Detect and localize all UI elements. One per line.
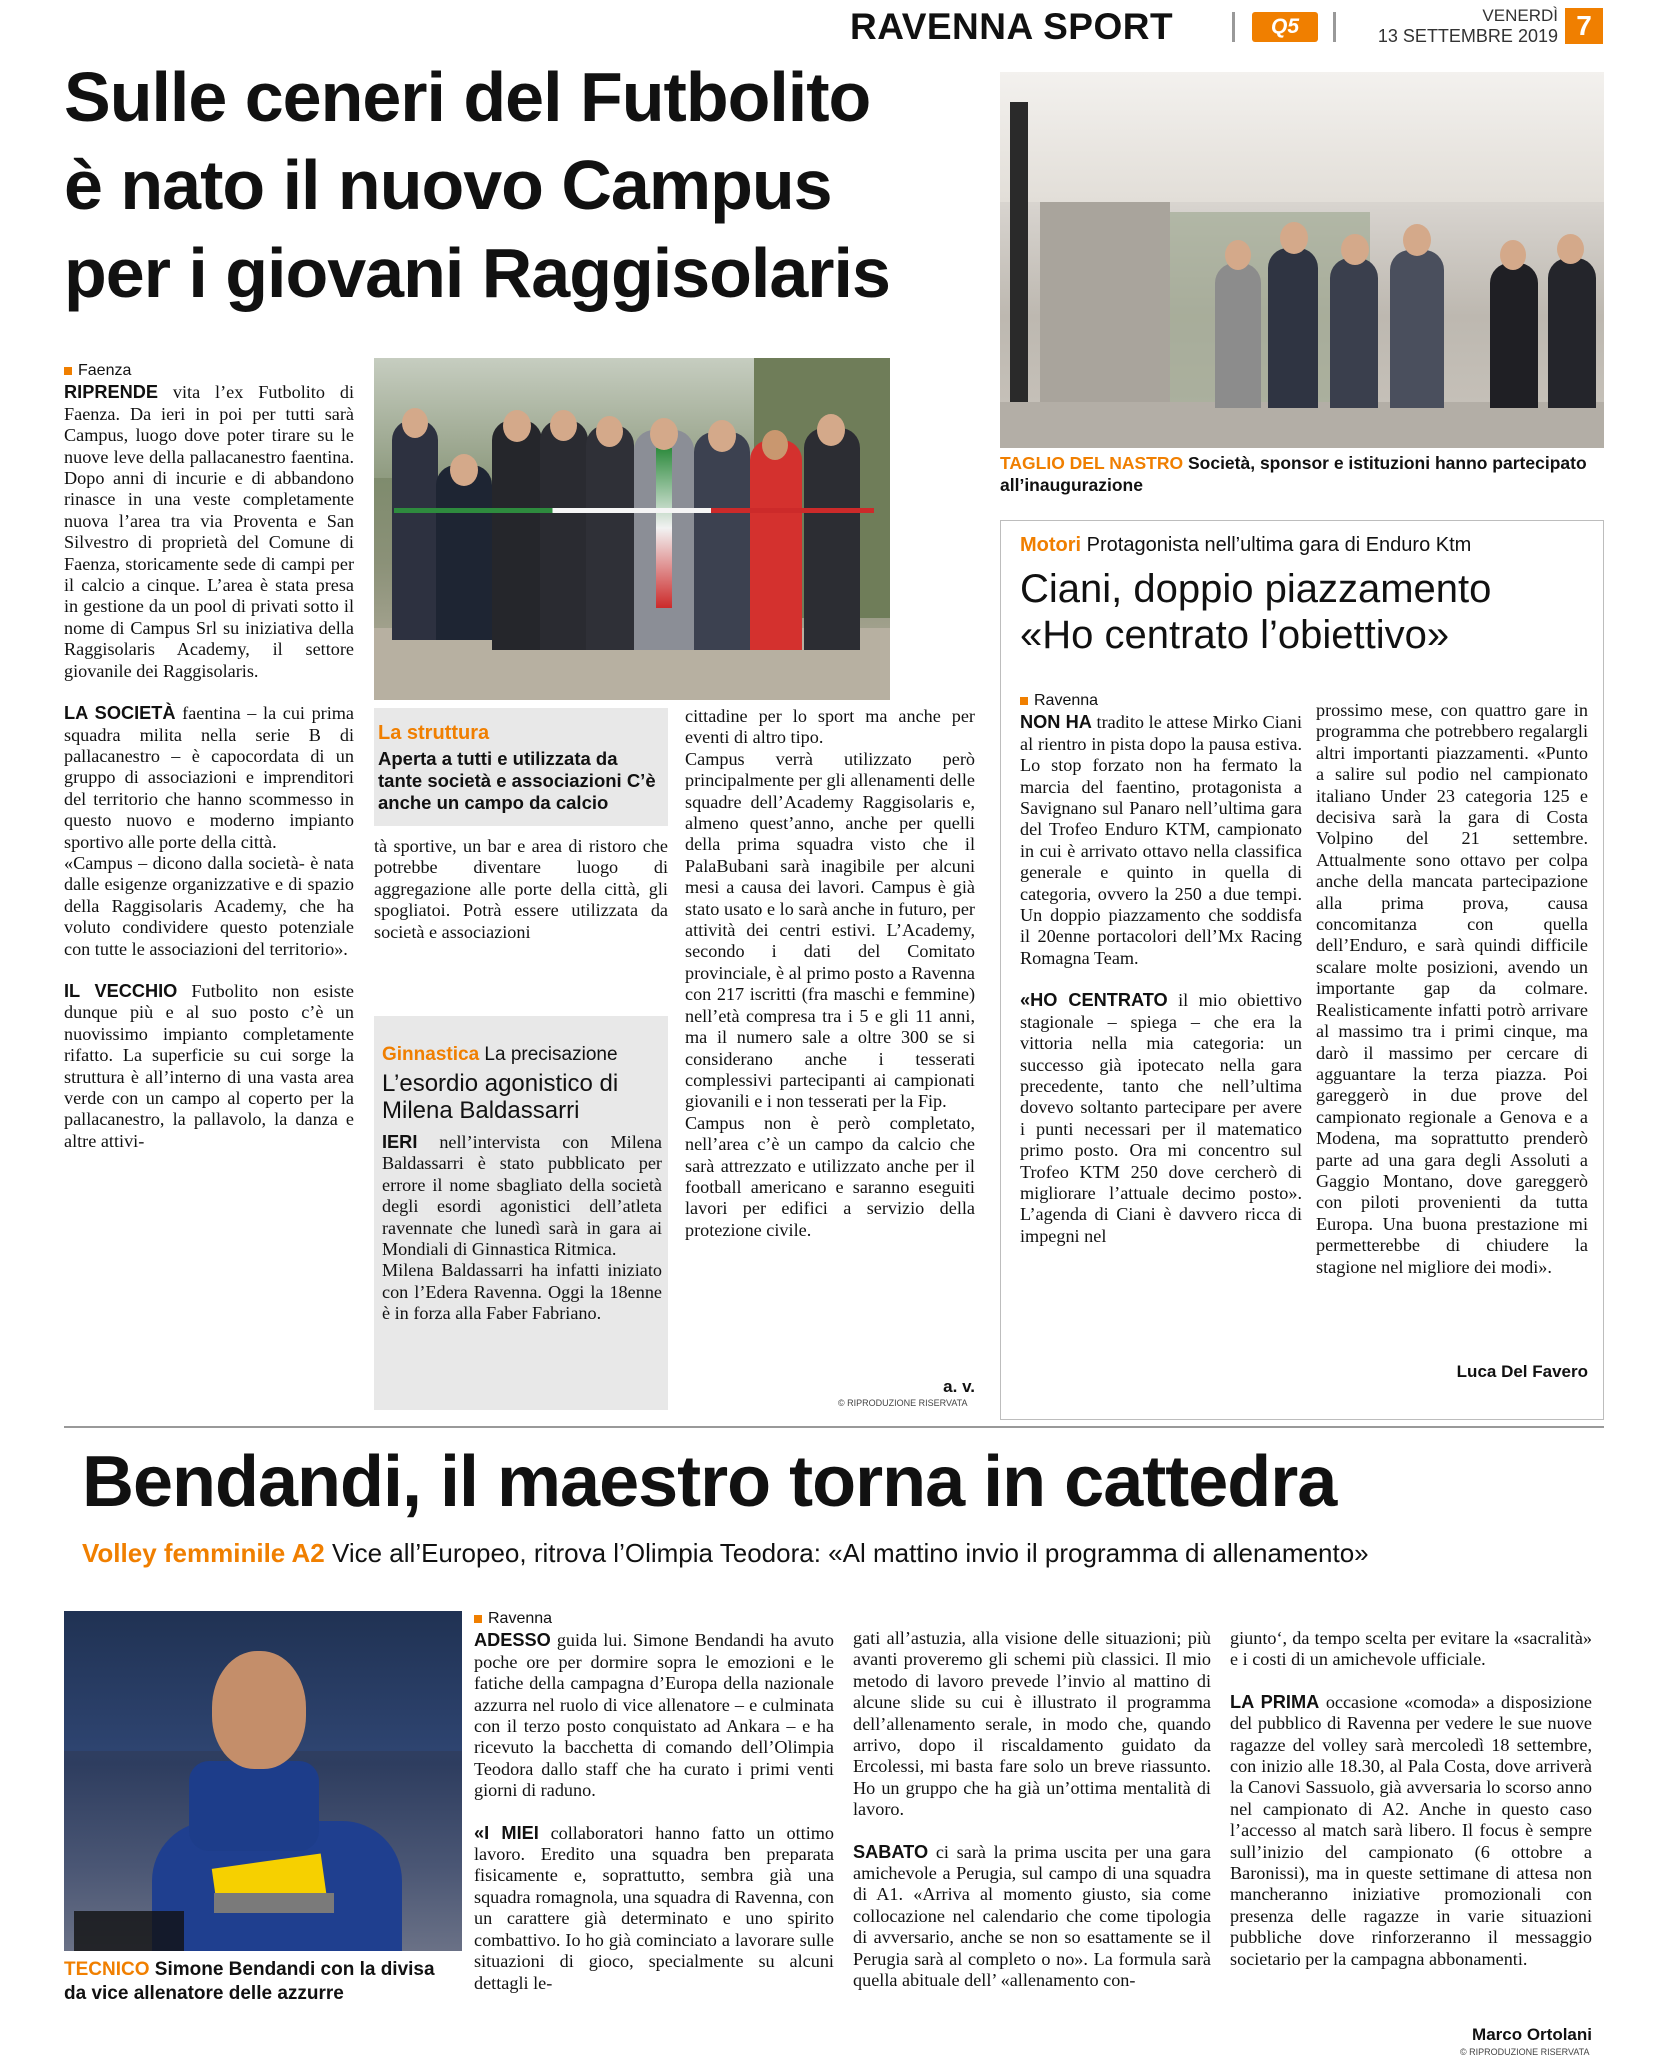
article2-column-2: gati all’astuzia, alla visione delle situazioni; più avanti proveremo gli schemi più classici. Il mio metodo di lavoro prevede l’invio al mattino di alcune slide su cui è illustrato il programma dell’allenamento serale, in modo che, quando arrivo, dopo il riscaldamento guidato da Ercolessi, mi basta fare solo un breve riassunto. Ho un gruppo che ha già un’ottima mentalità di lavoro. SABATO ci sarà la prima uscita per una gara amichevole a Perugia, sul campo di una squadra di A1. «Arriva al momento giusto, sia come collocazione nel calendario che come tipologia di avversario, anche se non so esattamente se il Perugia sarà al completo o no». La formula sarà quella abituale dell’ «allenamento con-: [853, 1628, 1211, 1991]
article2-column-1: Ravenna ADESSO guida lui. Simone Bendandi ha avuto poche ore per dormire sopra le emozioni e le fatiche della campagna d’Europa della nazionale azzurra nel ruolo di vice allenatore – e culminata con il terzo posto conquistato ad Ankara – e ha ricevuto la bacchetta di comando dell’Olimpia Teodora dallo staff che ha curato i primi venti giorni di raduno. «I MIEI collaboratori hanno fatto un ottimo lavoro. Eredito una squadra ben preparata fisicamente e, soprattutto, sembra già una squadra romagnola, una squadra di Ravenna, con un carattere già determinato e uno spirito combattivo. Io ho già cominciato a lavorare sulle situazioni di gioco, specialmente su alcuni dettagli le-: [474, 1610, 834, 1993]
inauguration-photo: [1000, 72, 1604, 448]
paragraph: IL VECCHIO Futbolito non esiste dunque più e al suo posto c’è un nuovissimo impianto completamente rifatto. La superficie su cui sorge la struttura è all’interno di una vasta area verde con un campo al coperto per la pallacanestro, la pallavolo, la danza e altre attivi-: [64, 980, 354, 1151]
coach-photo-caption: TECNICO Simone Bendandi con la divisa da vice allenatore delle azzurre: [64, 1959, 435, 2004]
issue-day: VENERDÌ: [1482, 6, 1558, 25]
page-number: 7: [1565, 8, 1603, 44]
dateline: Faenza: [64, 360, 354, 381]
author-signature: Luca Del Favero: [1456, 1362, 1588, 1381]
paragraph: LA SOCIETÀ faentina – la cui prima squadra milita nella serie B di pallacanestro – è capocordata di un gruppo di associazioni e imprenditori del territorio che hanno scommesso in questo nuovo e moderno impianto sportivo alle porte della città.: [64, 703, 354, 852]
dateline-square-icon: [64, 367, 72, 375]
section-title: RAVENNA SPORT: [850, 6, 1174, 47]
dateline: Ravenna: [474, 1608, 834, 1629]
dateline: Ravenna: [1020, 690, 1302, 711]
header-divider: [1333, 12, 1336, 42]
issue-date: 13 SETTEMBRE 2019: [1377, 26, 1558, 46]
ginnastica-title: L’esordio agonistico di Milena Baldassarri: [382, 1070, 619, 1124]
caption-text: Società, sponsor e istituzioni hanno partecipato all’inaugurazione: [1000, 453, 1587, 495]
section-divider: [64, 1426, 1604, 1428]
article1-column-1: [64, 360, 354, 1152]
article2-column-3: giunto‘, da tempo scelta per evitare la «sacralità» e i costi di un amichevole ufficiale. LA PRIMA occasione «comoda» a disposizione del pubblico di Ravenna per vedere le sue nuove ragazze del volley sarà mercoledì 18 settembre, con inizio alle 18.30, al Pala Costa, dove arriverà la Canovi Sassuolo, già avversaria lo scorso anno nel campionato di A2. Anche in questo caso l’accesso al match sarà libero. Il focus è sempre sull’inizio del campionato (6 ottobre a Baronissi), ma in queste settimane di attesa non mancheranno iniziative promozionali con presenza delle ragazze in varie situazioni pubbliche dove rinforzeranno il messaggio societario per la campagna abbonamenti.: [1230, 1628, 1592, 1969]
ginnastica-box: [374, 1016, 668, 1410]
motori-column-1: Ravenna NON HA tradito le attese Mirko Ciani al rientro in pista dopo la pausa estiva. Lo stop forzato non ha fermato la marcia del faentino, protagonista a Savignano sul Panaro nell’ultima gara del Trofeo Enduro KTM, campionato in cui è arrivato ottavo nella classifica generale e quinto in quella di categoria, ovvero la 250 a due tempi. Un doppio piazzamento che soddisfa il 20enne portacolori dell’Mx Racing Romagna Team. «HO CENTRATO il mio obiettivo stagionale – spiega – che era la vittoria nella mia categoria: un successo già ipotecato nella gara precedente, tanto che nell’ultima dovevo soltanto partecipare per avere i punti necessari per il matematico primo posto. Ora mi concentro sul Trofeo KTM 250 dove cercherò di migliorare l’attuale decimo posto». L’agenda di Ciani è davvero ricca di impegni nel: [1020, 692, 1303, 1246]
dateline-square-icon: [1020, 697, 1028, 705]
author-signature: Marco Ortolani: [1472, 2025, 1592, 2044]
author-signature: a. v.: [943, 1377, 975, 1396]
paragraph: «Campus – dicono dalla società- è nata dalle esigenze organizzative e di spazio della Raggisolaris Academy, che ha voluto condividere questo potenziale con tutte le associazioni del territorio».: [64, 852, 354, 959]
paragraph: RIPRENDE vita l’ex Futbolito di Faenza. Da ieri in poi per tutti sarà Campus, luogo dove poter tirare su le nuove leve della pallacanestro faentina. Dopo anni di incurie e di abbandono rinasce in una veste completamente nuova l’area tra via Proventa e San Silvestro di proprietà del Comune di Faenza, storicamente sede di campi per il calcio a cinque. L’area è stata presa in gestione da un pool di privati sotto il nome di Campus Srl su iniziativa della Raggisolaris Academy, il settore giovanile dei Raggisolaris.: [64, 382, 354, 681]
headline-bendandi: Bendandi, il maestro torna in cattedra: [82, 1442, 1337, 1522]
copyright-notice: © RIPRODUZIONE RISERVATA: [838, 1398, 968, 1408]
box-title: Aperta a tutti e utilizzata da tante società e associazioni C’è anche un campo da calcio: [378, 748, 656, 813]
photo-caption: [1000, 452, 1604, 496]
copyright-notice: © RIPRODUZIONE RISERVATA: [1460, 2047, 1590, 2057]
coach-photo: [64, 1611, 462, 1951]
article1-column-2: tà sportive, un bar e area di ristoro che potrebbe diventare luogo di aggregazione alle porte della città, gli spogliatoi. Potrà essere utilizzata da società e associazioni: [374, 836, 668, 942]
headline-line-2: è nato il nuovo Campus: [64, 146, 832, 224]
ginnastica-body: IERI nell’intervista con Milena Baldassarri è stato pubblicato per errore il nome sbagliato della società degli esordi agonistici dell’atleta ravennate che lunedì sarà in gara ai Mondiali di Ginnastica Ritmica. Milena Baldassarri ha infatti iniziato con l’Edera Ravenna. Oggi la 18enne è in forza alla Faber Fabriano.: [382, 1132, 662, 1324]
info-box: [374, 708, 668, 826]
article1-column-3: cittadine per lo sport ma anche per eventi di altro tipo. Campus verrà utilizzato però principalmente per gli allenamenti delle squadre dell’Academy Raggisolaris e, almeno quest’anno, anche per quelli della prima squadra visto che il PalaBubani sarà inagibile per alcuni mesi a causa dei lavori. Campus è già stato usato e lo sarà anche in futuro, per attività dei centri estivi. L’Academy, secondo i dati del Comitato provinciale, è al primo posto a Ravenna con 217 iscritti (fra maschi e femmine) nell’età compresa tra i 5 e gli 11 anni, ma il numero sale a oltre 300 se si considerano anche i tesserati complessivi partecipanti ai campionati giovanili e i non tesserati per la Fip. Campus non è però completato, nell’area c’è un campo da calcio che sarà attrezzato e utilizzato anche per il football americano e saranno eseguiti lavori per edifici a servizio della protezione civile.: [685, 706, 975, 1240]
motori-title-line-1: Ciani, doppio piazzamento: [1020, 567, 1492, 611]
motori-title-line-2: «Ho centrato l’obiettivo»: [1020, 613, 1450, 657]
motori-column-2: prossimo mese, con quattro gare in programma che potrebbero regalargli altri importanti piazzamenti. «Punto a salire sul podio nel campionato italiano Under 23 categoria 125 e decisiva sarà la gara di Costa Volpino del 21 settembre. Attualmente sono ottavo per colpa anche della mancata partecipazione alla prima prova, causa concomitanza con quella dell’Enduro, e sarà quindi difficile scalare molte posizioni, avendo un importante gap da colmare. Realisticamente infatti potrò arrivare al massimo tra i primi cinque, ma darò il massimo per cercare di agguantare la terza piazza. Poi gareggerò in due prove del campionato regionale a Genova e a Modena, ma soprattutto prenderò parte ad una gara degli Assoluti a Gaggio Montano, dove gareggerò con piloti provenienti da tutta Europa. Una buona prestazione mi permetterebbe di chiudere la stagione nel migliore dei modi».: [1316, 700, 1588, 1277]
motori-kicker: Motori Protagonista nell’ultima gara di Enduro Ktm: [1020, 534, 1472, 556]
volley-kicker: Volley femminile A2 Vice all’Europeo, ritrova l’Olimpia Teodora: «Al mattino invio il programma di allenamento»: [82, 1538, 1369, 1568]
ginnastica-kicker: Ginnastica La precisazione: [382, 1044, 618, 1065]
caption-kicker: TAGLIO DEL NASTRO: [1000, 453, 1184, 473]
header-divider: [1232, 12, 1235, 42]
box-kicker: La struttura: [378, 722, 490, 744]
dateline-square-icon: [474, 1615, 482, 1623]
newspaper-logo: Q5: [1252, 12, 1318, 42]
ribbon-cutting-photo: [374, 358, 890, 700]
headline-line-3: per i giovani Raggisolaris: [64, 234, 890, 312]
headline-line-1: Sulle ceneri del Futbolito: [64, 58, 871, 136]
